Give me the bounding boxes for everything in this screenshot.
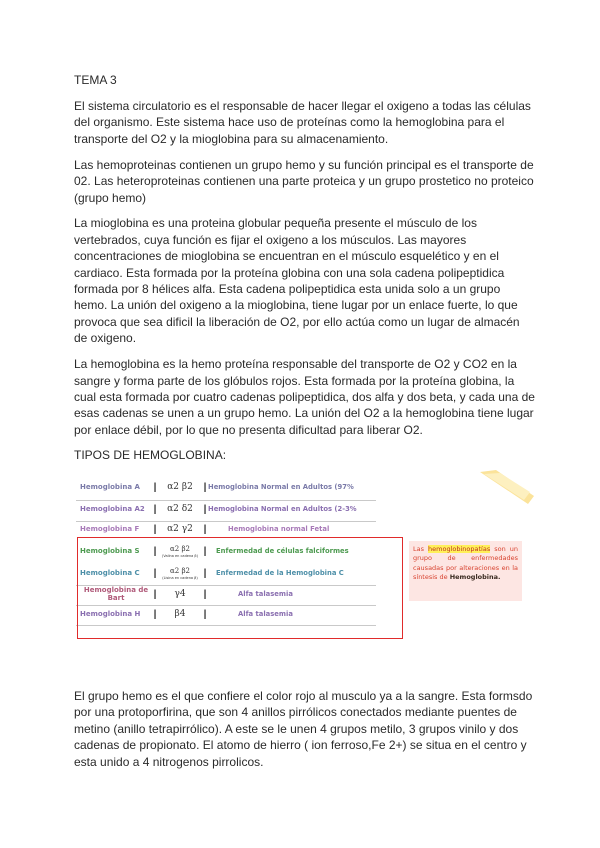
hb-desc: Enfermedad de la Hemoglobina C (216, 569, 344, 577)
note-end: Hemoglobina. (449, 573, 501, 582)
section-heading: TIPOS DE HEMOGLOBINA: (74, 447, 227, 462)
hb-name: Hemoglobina de Bart (83, 586, 149, 602)
note-highlight: hemoglobinopatías (428, 545, 491, 553)
hb-chain: α2 β2 (170, 545, 190, 553)
hb-chain-note: (Lisina en cadena β) (162, 576, 198, 580)
hb-name: Hemoglobina A2 (80, 505, 145, 513)
divider: | (203, 608, 207, 620)
paragraph: El sistema circulatorio es el responsable de hacer llegar el oxigeno a todas las células del organismo. Este sistema hace uso de proteínas como la hemoglobina para el transporte del O2 y la mioglobina para su almacenamiento. (74, 99, 531, 146)
hb-desc: Alfa talasemia (238, 590, 293, 598)
page-title: TEMA 3 (74, 73, 117, 87)
hb-chain: α2 β2 (167, 482, 193, 492)
decorative-shape-icon (474, 470, 536, 510)
hb-desc: Hemoglobina Normal en Adultos (97% (208, 483, 354, 491)
hemoglobin-types-figure (74, 473, 536, 643)
hb-desc: Enfermedad de células falciformes (216, 547, 349, 555)
hb-name: Hemoglobina H (80, 610, 141, 618)
divider: | (203, 588, 207, 600)
table-row (80, 499, 357, 519)
hb-name: Hemoglobina A (80, 483, 140, 491)
divider: | (203, 503, 207, 515)
hb-name: Hemoglobina S (80, 547, 140, 555)
hb-desc: Hemoglobina Normal en Adultos (2-3% (208, 505, 357, 513)
divider: | (203, 545, 207, 557)
divider: | (203, 567, 207, 579)
note-middle: son un grupo de enfermedades causadas por alteraciones en la síntesis de (413, 545, 518, 582)
divider: | (153, 523, 157, 535)
hb-desc: Hemoglobina normal Fetal (228, 525, 330, 533)
highlight-box (77, 537, 403, 639)
table-row (80, 519, 329, 539)
hb-chain: α2 γ2 (167, 524, 193, 534)
note-prefix: Las (413, 545, 429, 553)
divider: | (153, 481, 157, 493)
hb-name: Hemoglobina C (80, 569, 140, 577)
hb-desc: Alfa talasemia (238, 610, 293, 618)
hb-name: Hemoglobina F (80, 525, 140, 533)
hb-chain: α2 β2 (170, 567, 190, 575)
divider: | (153, 503, 157, 515)
paragraph: El grupo hemo es el que confiere el color rojo al musculo ya a la sangre. Esta formsdo por una protoporfirina, que son 4 anillos pirrólicos conectados mediante puentes de metino (anillo tetrapirrólico). A este se le unen 4 grupos metilo, 3 grupos vinilo y dos cadenas de propionato. El atomo de hierro ( ion ferroso,Fe 2+) se situa en el centro y esta unido a 4 nitrogenos pirrolicos. (74, 689, 533, 769)
hb-chain-note: (Valina en cadena β) (161, 554, 199, 558)
document-body-lower (74, 688, 536, 780)
paragraph: La mioglobina es una proteina globular pequeña presente el músculo de los vertebrados, cuya función es fijar el oxigeno a los músculos. Las mayores concentraciones de mioglobina se encuentran en el músculo esquelético y en el cardiaco. Esta formada por la proteína globina con una sola cadena polipeptidica formada por 8 hélices alfa. Esta cadena polipeptidica esta unida solo a un grupo hemo. La unión del oxigeno a la mioglobina, tiene lugar por un enlace fuerte, lo que provoca que sea dificil la liberación de O2, por ello actúa como un lugar de almacén de oxigeno. (74, 216, 520, 346)
paragraph: La hemoglobina es la hemo proteína responsable del transporte de O2 y CO2 en la sangre y forma parte de los glóbulos rojos. Esta formada por la proteína globina, la cual esta formada por cuatro cadenas polipeptidica, dos alfa y dos beta, y cada una de esas cadenas se unen a un grupo hemo. La unión del O2 a la hemoglobina tiene lugar por enlace débil, por lo que no presenta dificultad para liberar O2. (74, 357, 535, 437)
divider: | (153, 545, 157, 557)
annotation-note (409, 541, 522, 601)
hb-chain: γ4 (174, 589, 186, 599)
hb-chain: β4 (174, 609, 186, 619)
hb-chain: α2 δ2 (167, 504, 193, 514)
document-body (74, 73, 536, 462)
table-row (80, 477, 354, 497)
divider: | (203, 523, 207, 535)
divider: | (153, 608, 157, 620)
divider: | (203, 481, 207, 493)
divider: | (153, 567, 157, 579)
paragraph: Las hemoproteinas contienen un grupo hemo y su función principal es el transporte de 02. Las heteroproteinas contienen una parte proteica y un grupo prostetico no proteico (grupo hemo) (74, 157, 534, 205)
divider: | (153, 588, 157, 600)
